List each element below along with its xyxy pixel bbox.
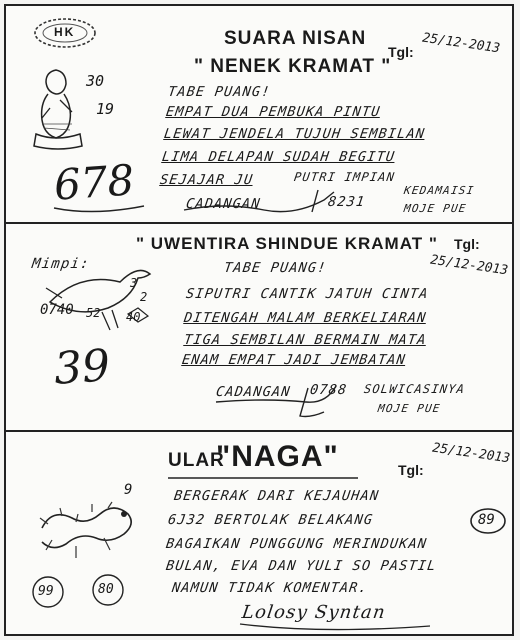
panel1-figure-number-2: 19	[96, 100, 115, 118]
panel3-line-4: BULAN, EVA DAN YULI SO PASTIL	[164, 558, 438, 574]
panel2-line-3: TIGA SEMBILAN BERMAIN MATA	[182, 332, 428, 348]
panel1-line-3: LIMA DELAPAN SUDAH BEGITU	[160, 149, 397, 165]
dragon-illustration	[32, 488, 142, 568]
panel2-big-number: 39	[52, 340, 112, 395]
panel-uwentira	[6, 224, 512, 432]
panel3-circled-number: 89	[478, 512, 495, 528]
panel2-tgl-label: Tgl:	[454, 236, 480, 252]
panel2-date: 25/12-2013	[429, 252, 509, 279]
panel2-closing-1: SOLWICASINYA	[363, 382, 467, 396]
panel1-big-number-underline	[50, 202, 150, 216]
panel1-date: 25/12-2013	[421, 30, 501, 57]
panel3-line-3: BAGAIKAN PUNGGUNG MERINDUKAN	[164, 536, 429, 552]
hk-stamp	[32, 16, 98, 50]
panel2-cadangan-label: CADANGAN	[214, 384, 292, 400]
panel1-cadangan-number: 8231	[326, 194, 367, 210]
panel1-line-2: LEWAT JENDELA TUJUH SEMBILAN	[162, 126, 427, 142]
panel1-title: SUARA NISAN	[224, 28, 367, 49]
panel2-figure-number-3: 3	[130, 276, 138, 290]
panel2-cadangan-number: 0788	[308, 382, 349, 398]
panel1-tgl-label: Tgl:	[388, 44, 414, 60]
panel2-closing-2: MOJE PUE	[377, 402, 442, 415]
panel3-figure-number-3: 80	[98, 582, 114, 597]
panel3-line-2: 6J32 BERTOLAK BELAKANG	[166, 512, 375, 528]
panel3-line-5: NAMUN TIDAK KOMENTAR.	[170, 580, 370, 596]
panel3-date: 25/12-2013	[431, 440, 511, 467]
panel3-title-main: "NAGA"	[216, 440, 339, 473]
panel1-cadangan-label: CADANGAN	[184, 196, 262, 212]
panel3-title-underline	[166, 474, 366, 482]
panel3-signature: Lolosy Syntan	[240, 602, 388, 623]
panel1-line-1: EMPAT DUA PEMBUKA PINTU	[164, 104, 382, 120]
panel2-figure-number-4: 2	[140, 290, 148, 304]
panel1-cadangan-swirl	[178, 188, 348, 218]
panel2-line-2: DITENGAH MALAM BERKELIARAN	[182, 310, 428, 326]
panel2-line-1: SIPUTRI CANTIK JATUH CINTA	[184, 286, 430, 302]
panel1-big-number: 678	[52, 155, 136, 210]
panel3-figure-number-1: 9	[124, 482, 133, 498]
panel1-closing-1: KEDAMAISI	[403, 184, 476, 197]
panel-nenek-kramat	[6, 6, 512, 224]
stamp-text: HK	[54, 25, 76, 39]
panel1-figure-number-1: 30	[86, 72, 105, 90]
panel2-cadangan-swirl	[212, 380, 352, 420]
panel1-greeting: TABE PUANG!	[166, 84, 272, 100]
panel1-closing-2: MOJE PUE	[403, 202, 468, 215]
panel1-line-5: PUTRI IMPIAN	[293, 170, 397, 184]
lottery-prediction-sheet	[4, 4, 514, 636]
panel2-figure-number-2: 52	[86, 306, 101, 320]
panel3-tgl-label: Tgl:	[398, 462, 424, 478]
panel2-greeting: TABE PUANG!	[222, 260, 328, 276]
panel1-line-4: SEJAJAR JU	[158, 172, 255, 188]
panel1-subtitle: " NENEK KRAMAT "	[194, 56, 392, 77]
panel3-title-prefix: ULAR	[168, 450, 225, 471]
panel2-line-4: ENAM EMPAT JADI JEMBATAN	[180, 352, 407, 368]
panel3-line-1: BERGERAK DARI KEJAUHAN	[172, 488, 381, 504]
panel2-figure-number-5: 40	[126, 310, 141, 324]
panel3-figure-number-2: 99	[38, 584, 54, 599]
panel2-mimpi-label: Mimpi:	[30, 256, 91, 272]
panel2-figure-number-1: 0740	[40, 302, 74, 318]
panel2-title: " UWENTIRA SHINDUE KRAMAT "	[136, 234, 438, 253]
panel-ular-naga	[6, 432, 512, 634]
elder-figure-illustration	[26, 64, 86, 154]
panel3-signature-underline	[236, 620, 436, 634]
